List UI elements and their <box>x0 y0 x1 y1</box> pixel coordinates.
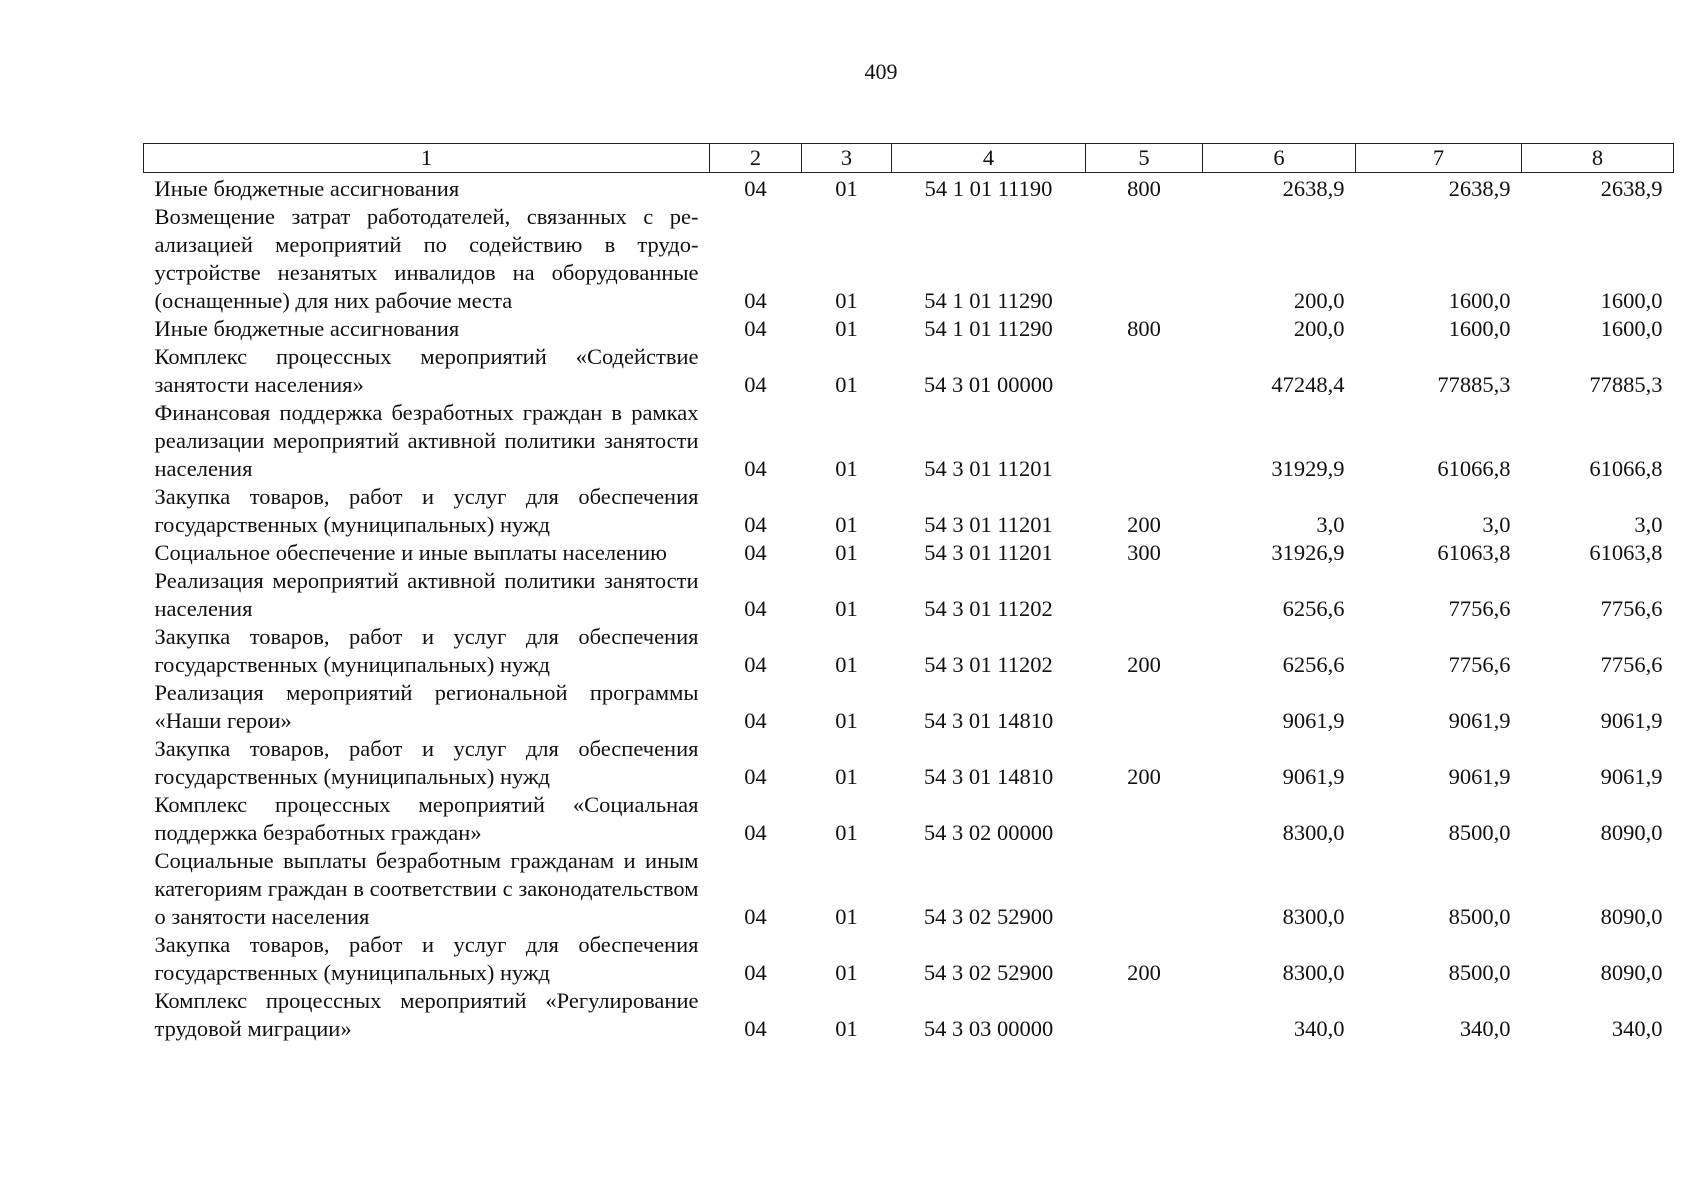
section-cell: 04 <box>744 1016 767 1041</box>
amount-cell: 9061,9 <box>1600 708 1663 733</box>
amount-cell: 3,0 <box>1316 512 1345 537</box>
section-cell: 04 <box>744 316 767 341</box>
amount-cell: 200,0 <box>1293 288 1345 313</box>
column-header: 5 <box>1086 144 1203 173</box>
subsection-cell: 01 <box>835 596 858 621</box>
column-header: 3 <box>802 144 892 173</box>
expense-type-cell <box>1086 399 1203 483</box>
expense-type-cell <box>1086 679 1203 735</box>
subsection-cell: 01 <box>835 764 858 789</box>
section-cell: 04 <box>744 288 767 313</box>
section-cell: 04 <box>744 372 767 397</box>
section-cell: 04 <box>744 820 767 845</box>
target-item-cell: 54 3 02 52900 <box>923 960 1054 985</box>
amount-cell: 31926,9 <box>1271 540 1345 565</box>
description-cell: Закупка товаров, работ и услуг для обеспечения государственных (муниципальных) нужд <box>154 624 699 677</box>
section-cell: 04 <box>744 512 767 537</box>
target-item-cell: 54 3 01 00000 <box>923 372 1054 397</box>
table-row <box>144 735 1674 791</box>
target-item-cell: 54 3 01 14810 <box>923 708 1054 733</box>
amount-cell: 6256,6 <box>1282 596 1345 621</box>
target-item-cell: 54 3 01 14810 <box>923 764 1054 789</box>
amount-cell: 9061,9 <box>1282 764 1345 789</box>
amount-cell: 2638,9 <box>1282 176 1345 201</box>
column-header: 8 <box>1522 144 1674 173</box>
target-item-cell: 54 3 02 52900 <box>923 904 1054 929</box>
page-number: 409 <box>864 59 898 84</box>
table-row <box>144 173 1674 204</box>
amount-cell: 2638,9 <box>1448 176 1511 201</box>
section-cell: 04 <box>744 904 767 929</box>
amount-cell: 61066,8 <box>1589 456 1663 481</box>
expense-type-cell <box>1086 343 1203 399</box>
amount-cell: 3,0 <box>1482 512 1511 537</box>
description-cell: Комплекс процессных мероприятий «Содействие занятости населения» <box>154 344 699 397</box>
amount-cell: 200,0 <box>1293 316 1345 341</box>
table-row <box>144 539 1674 567</box>
subsection-cell: 01 <box>835 512 858 537</box>
amount-cell: 8300,0 <box>1282 960 1345 985</box>
subsection-cell: 01 <box>835 1016 858 1041</box>
amount-cell: 8500,0 <box>1448 960 1511 985</box>
target-item-cell: 54 3 03 00000 <box>923 1016 1054 1041</box>
column-header: 2 <box>710 144 802 173</box>
description-cell: Иные бюджетные ассигнования <box>154 316 460 341</box>
expense-type-cell <box>1086 567 1203 623</box>
table-row <box>144 315 1674 343</box>
subsection-cell: 01 <box>835 176 858 201</box>
column-header: 1 <box>144 144 710 173</box>
amount-cell: 8090,0 <box>1600 904 1663 929</box>
amount-cell: 2638,9 <box>1600 176 1663 201</box>
description-cell: Социальные выплаты безработным гражданам и иным категориям граждан в соответствии с законодательством о занятости населения <box>154 848 699 929</box>
section-cell: 04 <box>744 176 767 201</box>
amount-cell: 3,0 <box>1634 512 1663 537</box>
budget-table <box>143 143 1674 1043</box>
amount-cell: 7756,6 <box>1600 596 1663 621</box>
amount-cell: 7756,6 <box>1600 652 1663 677</box>
expense-type-cell <box>1086 847 1203 931</box>
section-cell: 04 <box>744 708 767 733</box>
amount-cell: 9061,9 <box>1448 708 1511 733</box>
table-body <box>144 173 1674 1044</box>
subsection-cell: 01 <box>835 540 858 565</box>
table-row <box>144 931 1674 987</box>
section-cell: 04 <box>744 596 767 621</box>
target-item-cell: 54 3 01 11201 <box>924 512 1053 537</box>
amount-cell: 61063,8 <box>1437 540 1511 565</box>
amount-cell: 9061,9 <box>1600 764 1663 789</box>
amount-cell: 77885,3 <box>1589 372 1663 397</box>
expense-type-cell: 200 <box>1127 764 1161 789</box>
target-item-cell: 54 1 01 11190 <box>924 176 1053 201</box>
description-cell: Закупка товаров, работ и услуг для обеспечения государственных (муниципальных) нужд <box>154 484 699 537</box>
expense-type-cell <box>1086 203 1203 315</box>
subsection-cell: 01 <box>835 456 858 481</box>
amount-cell: 8090,0 <box>1600 960 1663 985</box>
section-cell: 04 <box>744 456 767 481</box>
description-cell: Возмещение затрат работодателей, связанных с реализацией мероприятий по содействию в трудоустройстве незанятых инвалидов на оборудованные (оснащенные) для них рабочие места <box>154 204 699 313</box>
description-cell: Иные бюджетные ассигнования <box>154 176 460 201</box>
table-row <box>144 623 1674 679</box>
description-cell: Реализация мероприятий активной политики занятости населения <box>154 568 699 621</box>
target-item-cell: 54 1 01 11290 <box>924 316 1053 341</box>
amount-cell: 8300,0 <box>1282 904 1345 929</box>
table-row <box>144 399 1674 483</box>
section-cell: 04 <box>744 764 767 789</box>
target-item-cell: 54 3 01 11202 <box>924 596 1053 621</box>
target-item-cell: 54 3 01 11202 <box>924 652 1053 677</box>
amount-cell: 8090,0 <box>1600 820 1663 845</box>
description-cell: Комплекс процессных мероприятий «Регулирование трудовой миграции» <box>154 988 699 1041</box>
column-header: 4 <box>892 144 1086 173</box>
table-row <box>144 567 1674 623</box>
amount-cell: 8500,0 <box>1448 904 1511 929</box>
subsection-cell: 01 <box>835 904 858 929</box>
amount-cell: 1600,0 <box>1600 288 1663 313</box>
expense-type-cell <box>1086 987 1203 1043</box>
description-cell: Финансовая поддержка безработных граждан в рамках реализации мероприятий активной политики занятости населения <box>154 400 699 481</box>
amount-cell: 8300,0 <box>1282 820 1345 845</box>
expense-type-cell: 200 <box>1127 960 1161 985</box>
amount-cell: 340,0 <box>1611 1016 1663 1041</box>
table-row <box>144 203 1674 315</box>
column-header: 6 <box>1203 144 1356 173</box>
amount-cell: 1600,0 <box>1600 316 1663 341</box>
target-item-cell: 54 3 01 11201 <box>924 540 1053 565</box>
table-row <box>144 847 1674 931</box>
section-cell: 04 <box>744 652 767 677</box>
description-cell: Закупка товаров, работ и услуг для обеспечения государственных (муниципальных) нужд <box>154 736 699 789</box>
expense-type-cell: 800 <box>1127 176 1161 201</box>
section-cell: 04 <box>744 540 767 565</box>
column-header: 7 <box>1356 144 1522 173</box>
expense-type-cell: 300 <box>1127 540 1161 565</box>
table-row <box>144 791 1674 847</box>
table-row <box>144 987 1674 1043</box>
subsection-cell: 01 <box>835 960 858 985</box>
subsection-cell: 01 <box>835 708 858 733</box>
target-item-cell: 54 3 02 00000 <box>923 820 1054 845</box>
expense-type-cell: 200 <box>1127 652 1161 677</box>
table-row <box>144 343 1674 399</box>
expense-type-cell: 200 <box>1127 512 1161 537</box>
amount-cell: 340,0 <box>1459 1016 1511 1041</box>
header-row <box>144 144 1674 173</box>
subsection-cell: 01 <box>835 288 858 313</box>
description-cell: Социальное обеспечение и иные выплаты населению <box>154 540 667 565</box>
amount-cell: 8500,0 <box>1448 820 1511 845</box>
amount-cell: 31929,9 <box>1271 456 1345 481</box>
target-item-cell: 54 3 01 11201 <box>924 456 1053 481</box>
amount-cell: 7756,6 <box>1448 596 1511 621</box>
target-item-cell: 54 1 01 11290 <box>924 288 1053 313</box>
amount-cell: 9061,9 <box>1282 708 1345 733</box>
amount-cell: 77885,3 <box>1437 372 1511 397</box>
subsection-cell: 01 <box>835 372 858 397</box>
amount-cell: 1600,0 <box>1448 316 1511 341</box>
description-cell: Комплекс процессных мероприятий «Социальная поддержка безработных граждан» <box>154 792 699 845</box>
subsection-cell: 01 <box>835 820 858 845</box>
section-cell: 04 <box>744 960 767 985</box>
subsection-cell: 01 <box>835 652 858 677</box>
amount-cell: 1600,0 <box>1448 288 1511 313</box>
expense-type-cell <box>1086 791 1203 847</box>
table-row <box>144 679 1674 735</box>
amount-cell: 47248,4 <box>1271 372 1345 397</box>
amount-cell: 9061,9 <box>1448 764 1511 789</box>
amount-cell: 61066,8 <box>1437 456 1511 481</box>
amount-cell: 7756,6 <box>1448 652 1511 677</box>
table-row <box>144 483 1674 539</box>
subsection-cell: 01 <box>835 316 858 341</box>
description-cell: Закупка товаров, работ и услуг для обеспечения государственных (муниципальных) нужд <box>154 932 699 985</box>
description-cell: Реализация мероприятий региональной программы «Наши герои» <box>154 680 699 733</box>
amount-cell: 61063,8 <box>1589 540 1663 565</box>
amount-cell: 340,0 <box>1293 1016 1345 1041</box>
expense-type-cell: 800 <box>1127 316 1161 341</box>
amount-cell: 6256,6 <box>1282 652 1345 677</box>
